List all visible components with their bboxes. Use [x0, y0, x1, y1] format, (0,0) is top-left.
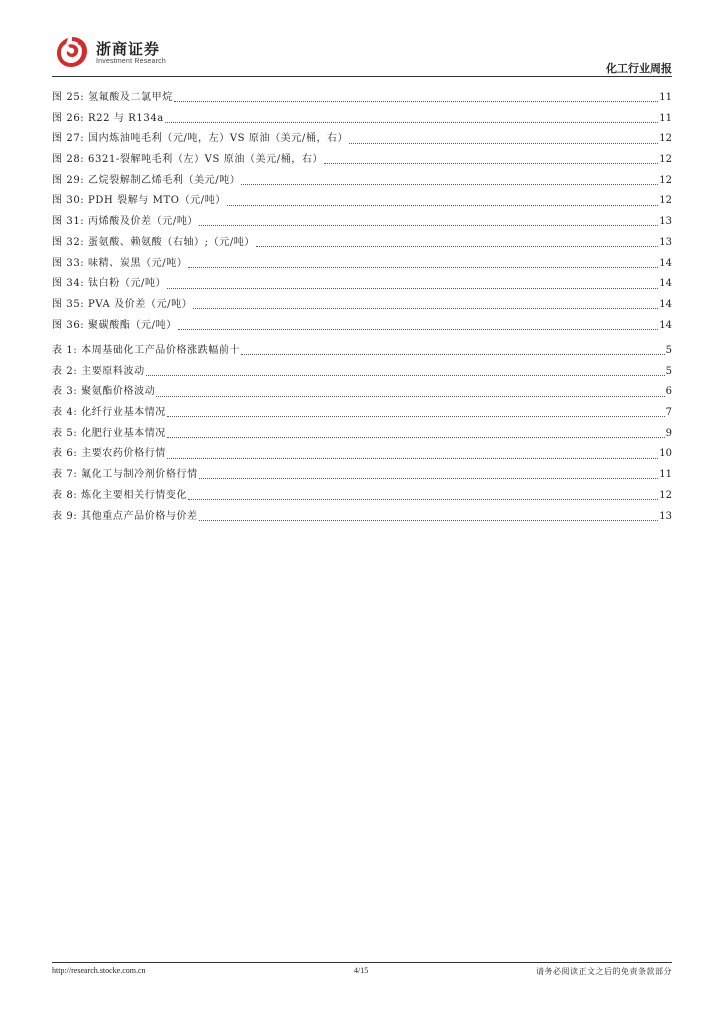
- toc-entry-label: 表 1: 本周基础化工产品价格涨跌幅前十: [52, 345, 241, 356]
- leader-dots: [167, 415, 665, 417]
- leader-dots: [167, 436, 665, 438]
- toc-entry-page: 12: [659, 133, 672, 145]
- footer-disclaimer: 请务必阅读正文之后的免责条款部分: [536, 967, 672, 976]
- toc-entry-table[interactable]: [52, 403, 672, 424]
- toc-entry-page: 12: [659, 195, 672, 207]
- leader-dots: [178, 328, 658, 330]
- header-divider: [52, 76, 672, 77]
- toc-entry-page: 10: [659, 448, 672, 460]
- leader-dots: [174, 100, 658, 102]
- toc-entry-label: 图 31: 丙烯酸及价差（元/吨）: [52, 216, 199, 228]
- page-header: [52, 34, 672, 78]
- toc-entry-label: 表 5: 化肥行业基本情况: [52, 427, 166, 439]
- toc-entry-label: 表 8: 炼化主要相关行情变化: [52, 489, 188, 501]
- toc-entry-label: 图 28: 6321-裂解吨毛利（左）VS 原油（美元/桶，右）: [52, 154, 324, 166]
- toc-entry-page: 14: [659, 278, 672, 290]
- leader-dots: [324, 162, 658, 164]
- toc-entry-table[interactable]: [52, 362, 672, 383]
- leader-dots: [241, 353, 665, 355]
- toc-entry-page: 14: [659, 319, 672, 331]
- leader-dots: [256, 245, 658, 247]
- toc-entry-page: 6: [665, 386, 672, 398]
- toc-entry-table[interactable]: [52, 341, 672, 362]
- toc-entry-table[interactable]: [52, 424, 672, 445]
- toc-entry-table[interactable]: [52, 507, 672, 528]
- toc-entry-figure[interactable]: [52, 274, 672, 295]
- figure-list: [52, 88, 672, 336]
- toc-entry-label: 图 32: 蛋氨酸、赖氨酸（右轴）;（元/吨）: [52, 236, 255, 248]
- toc-entry-table[interactable]: [52, 486, 672, 507]
- report-type: 化工行业周报: [606, 62, 672, 75]
- toc-entry-page: 11: [659, 469, 672, 481]
- leader-dots: [199, 477, 659, 479]
- toc-entry-label: 图 30: PDH 裂解与 MTO（元/吨）: [52, 195, 226, 207]
- footer-divider: [52, 962, 672, 963]
- page-footer: [52, 966, 672, 980]
- toc-entry-figure[interactable]: [52, 171, 672, 192]
- leader-dots: [188, 266, 658, 268]
- company-logo-icon: [54, 34, 90, 70]
- toc-entry-page: 9: [665, 427, 672, 439]
- toc-entry-label: 图 25: 氢氟酸及二氯甲烷: [52, 92, 173, 103]
- toc-entry-page: 13: [659, 236, 672, 248]
- toc-entry-table[interactable]: [52, 444, 672, 465]
- leader-dots: [146, 374, 665, 376]
- toc-entry-figure[interactable]: [52, 129, 672, 150]
- leader-dots: [241, 183, 658, 185]
- leader-dots: [199, 224, 658, 226]
- leader-dots: [188, 498, 658, 500]
- logo-english-name: Investment Research: [96, 58, 166, 65]
- toc-entry-label: 表 2: 主要原料波动: [52, 365, 145, 377]
- toc-entry-label: 图 27: 国内炼油吨毛利（元/吨，左）VS 原油（美元/桶，右）: [52, 133, 349, 145]
- toc-entry-table[interactable]: [52, 382, 672, 403]
- toc-entry-figure[interactable]: [52, 191, 672, 212]
- toc-entry-page: 12: [659, 489, 672, 501]
- toc-entry-page: 13: [659, 216, 672, 228]
- toc-entry-label: 表 6: 主要农药价格行情: [52, 448, 166, 460]
- toc-entry-label: 图 36: 聚碳酸酯（元/吨）: [52, 319, 177, 331]
- toc-entry-figure[interactable]: [52, 109, 672, 130]
- toc-entry-page: 13: [659, 510, 672, 522]
- toc-entry-label: 图 34: 钛白粉（元/吨）: [52, 278, 167, 290]
- toc-entry-label: 图 26: R22 与 R134a: [52, 112, 164, 124]
- toc-entry-figure[interactable]: [52, 233, 672, 254]
- leader-dots: [349, 142, 658, 144]
- leader-dots: [227, 204, 658, 206]
- toc-entry-label: 表 4: 化纤行业基本情况: [52, 407, 166, 419]
- leader-dots: [156, 395, 664, 397]
- footer-url-link[interactable]: http://research.stocke.com.cn: [52, 966, 146, 975]
- toc-entry-label: 图 33: 味精、炭黑（元/吨）: [52, 257, 188, 269]
- toc-entry-page: 5: [665, 345, 672, 356]
- leader-dots: [199, 519, 659, 521]
- leader-dots: [167, 457, 658, 459]
- leader-dots: [167, 287, 658, 289]
- toc-entry-figure[interactable]: [52, 254, 672, 275]
- toc-entry-page: 7: [665, 407, 672, 419]
- footer-page-number: 4/15: [354, 966, 369, 975]
- toc-entry-page: 5: [665, 365, 672, 377]
- leader-dots: [165, 121, 658, 123]
- toc-entry-figure[interactable]: [52, 295, 672, 316]
- toc-entry-page: 11: [659, 112, 672, 124]
- toc-entry-figure[interactable]: [52, 212, 672, 233]
- toc-entry-label: 图 35: PVA 及价差（元/吨）: [52, 298, 193, 310]
- toc-entry-table[interactable]: [52, 465, 672, 486]
- toc-entry-page: 14: [659, 257, 672, 269]
- toc-entry-page: 14: [659, 298, 672, 310]
- toc-entry-page: 12: [659, 154, 672, 166]
- toc-entry-page: 11: [659, 92, 672, 103]
- logo-chinese-name: 浙商证券: [96, 40, 161, 58]
- leader-dots: [193, 307, 658, 309]
- toc-entry-label: 图 29: 乙烷裂解制乙烯毛利（美元/吨）: [52, 174, 241, 186]
- toc-entry-label: 表 3: 聚氨酯价格波动: [52, 386, 156, 398]
- toc-entry-label: 表 7: 氟化工与制冷剂价格行情: [52, 469, 198, 481]
- toc-entry-figure[interactable]: [52, 316, 672, 337]
- toc-entry-page: 12: [659, 174, 672, 186]
- toc-entry-figure[interactable]: [52, 88, 672, 109]
- table-list: [52, 341, 672, 527]
- toc-entry-figure[interactable]: [52, 150, 672, 171]
- toc-entry-label: 表 9: 其他重点产品价格与价差: [52, 510, 198, 522]
